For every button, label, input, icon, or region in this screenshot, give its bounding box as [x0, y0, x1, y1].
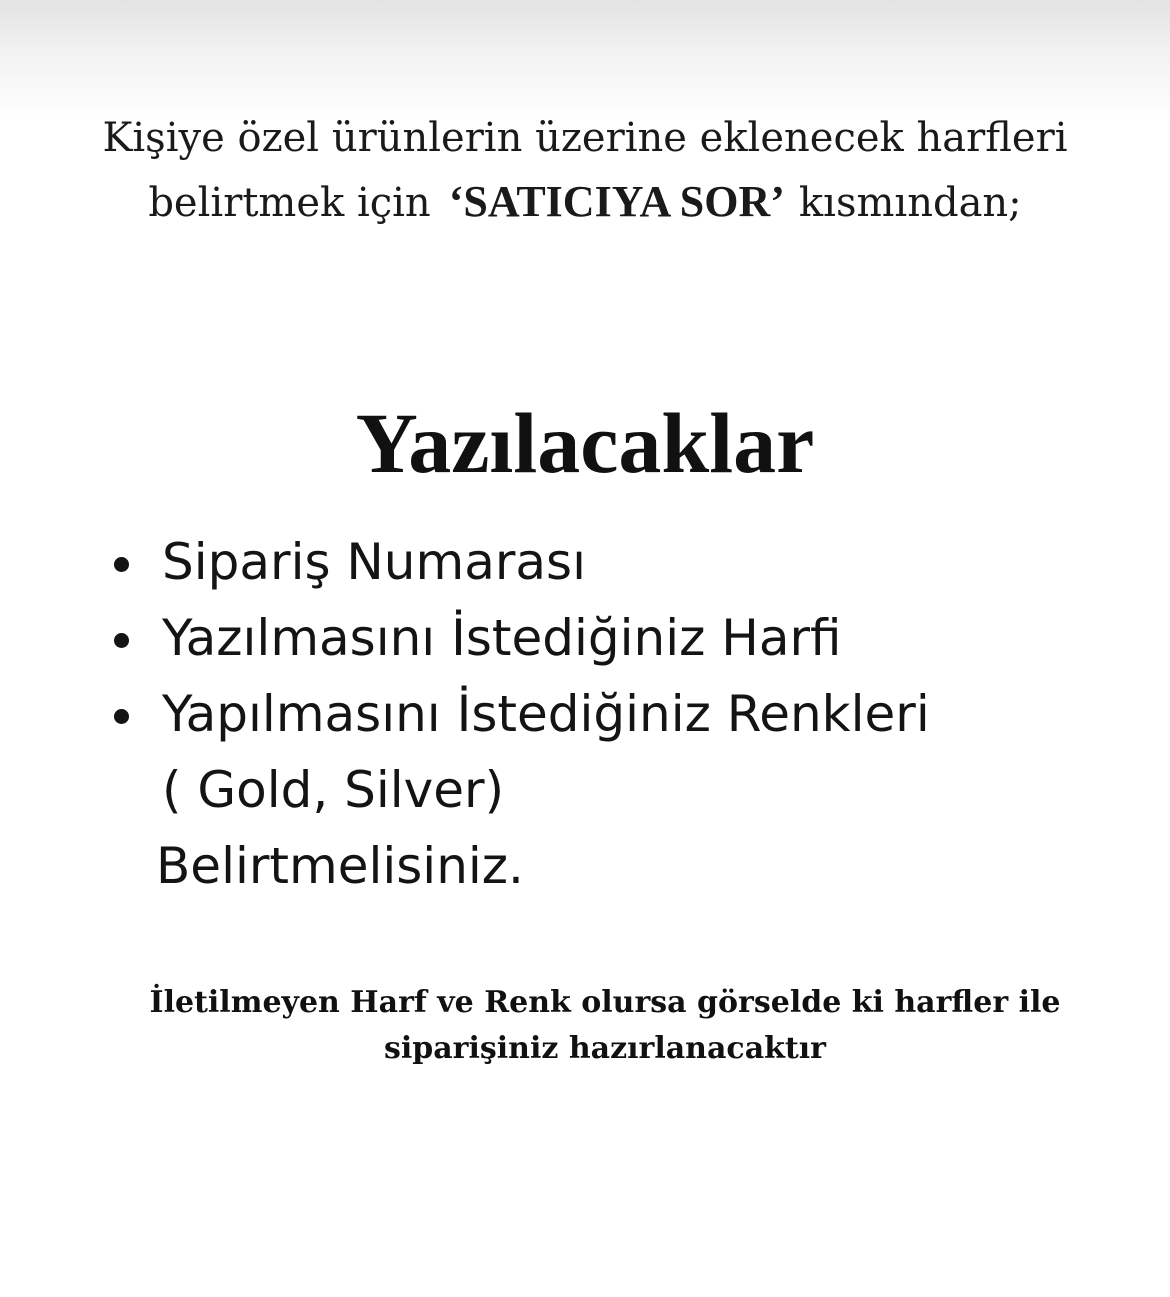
bullet-icon: [114, 557, 129, 572]
footer-line-2: siparişiniz hazırlanacaktır: [383, 1031, 826, 1066]
bullet-icon: [114, 709, 129, 724]
ask-seller-emphasis: ‘SATICIYA SOR’: [448, 177, 785, 226]
list-item-colors: [108, 676, 930, 752]
bullet-icon: [114, 633, 129, 648]
intro-line-2: [0, 170, 1170, 235]
list-closing-text: Belirtmelisiniz.: [156, 837, 524, 895]
page-title: Yazılacaklar: [355, 395, 815, 491]
footer-note: [40, 980, 1170, 1072]
intro-line-2-before: belirtmek için: [148, 180, 431, 226]
list-item-letter: [108, 600, 930, 676]
requirements-list: [108, 524, 930, 904]
intro-text: [0, 106, 1170, 235]
list-item-order-number: [108, 524, 930, 600]
footer-line-1: İletilmeyen Harf ve Renk olursa görselde ki harfler ile: [149, 985, 1061, 1020]
intro-line-2-after: kısmından;: [798, 180, 1022, 226]
list-item-label: Yapılmasını İstediğiniz Renkleri: [162, 685, 930, 743]
intro-line-1: Kişiye özel ürünlerin üzerine eklenecek harfleri: [102, 115, 1068, 161]
list-item-colors-options: ( Gold, Silver): [162, 761, 505, 819]
list-item-label: Yazılmasını İstediğiniz Harfi: [162, 609, 842, 667]
list-item-label: Sipariş Numarası: [162, 533, 586, 591]
